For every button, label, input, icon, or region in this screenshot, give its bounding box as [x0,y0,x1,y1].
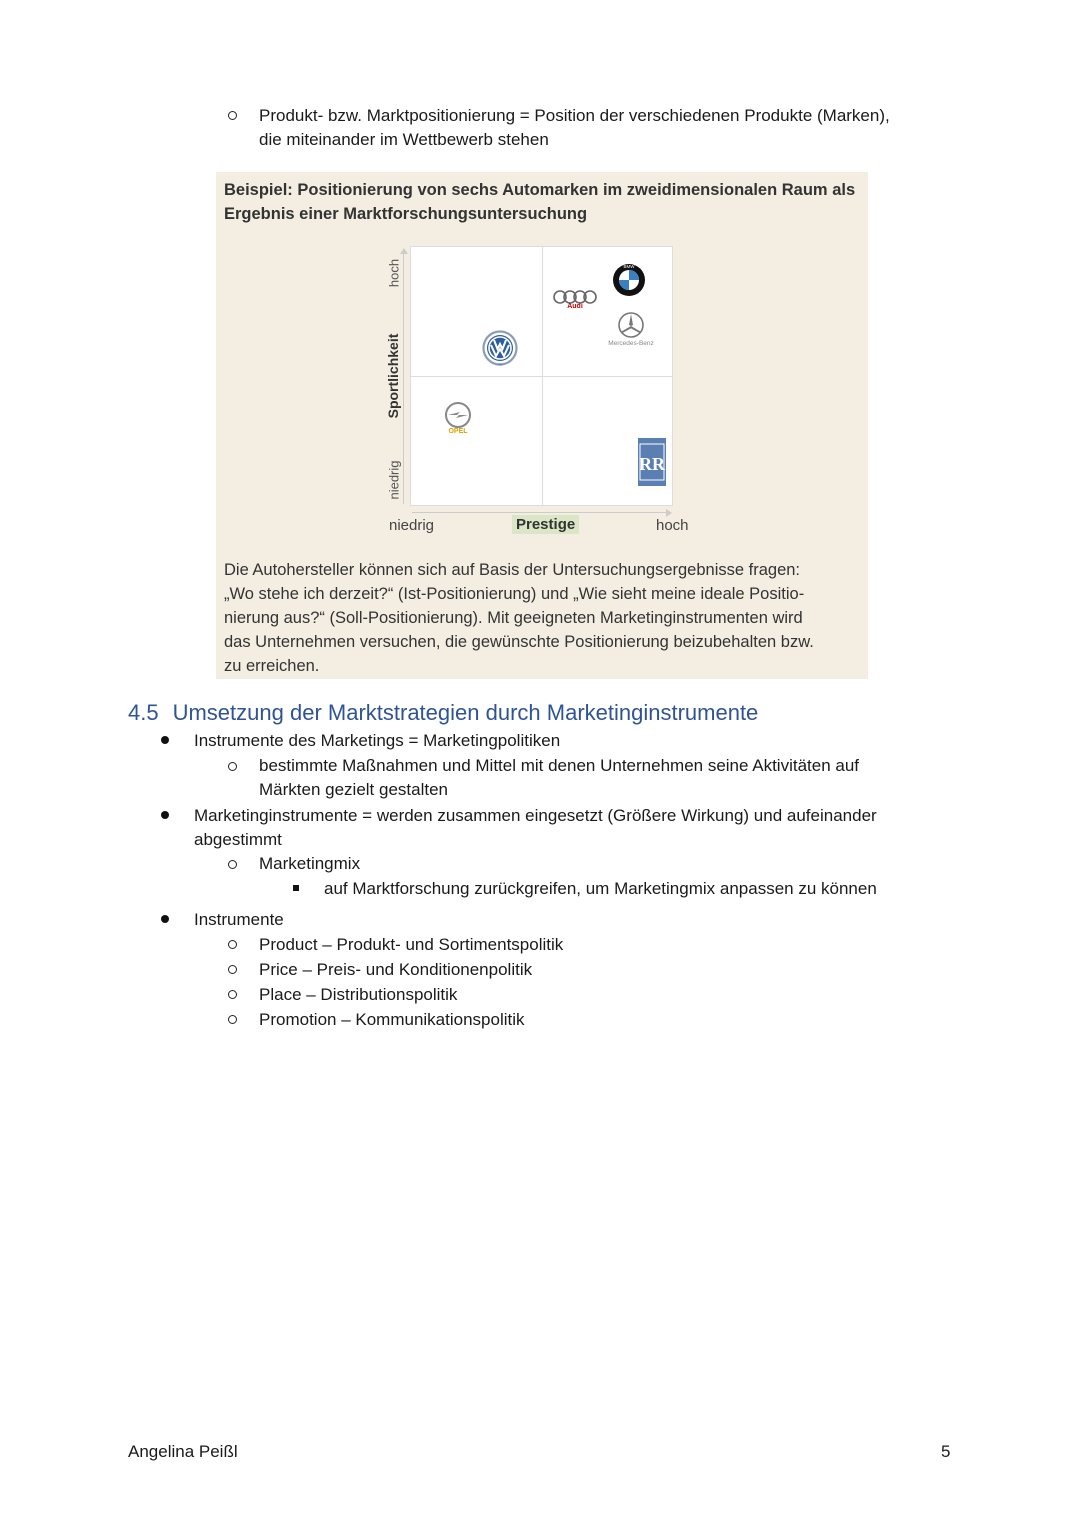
x-axis-title: Prestige [512,515,579,534]
example-text-line-4: das Unternehmen versuchen, die gewünschte Positionierung beizubehalten bzw. [224,633,814,651]
x-axis-arrow-icon [666,509,672,517]
circle-bullet [228,111,237,120]
y-axis-low [384,456,404,504]
opel-logo-icon [440,401,476,437]
example-text [224,558,864,678]
circle-bullet [228,1015,237,1024]
bmw-logo-icon [612,263,646,297]
y-axis-high-label: hoch [386,258,402,288]
y-axis-high [384,258,404,288]
audi-text: Audi [567,303,583,310]
sub-bullet-marketingmix: Marketingmix [259,854,361,873]
bullet-instrumente: Instrumente [194,910,284,929]
mercedes-star-icon [594,310,668,340]
y-axis-arrow-icon [400,248,408,254]
example-text-line-3: nierung aus?“ (Soll-Positionierung). Mit geeigneten Marketinginstrumenten wird [224,609,803,627]
subsub-bullet-marktforschung: auf Marktforschung zurückgreifen, um Marketingmix anpassen zu können [324,879,877,898]
sub-bullet-line-2: Märkten gezielt gestalten [259,780,448,799]
horizontal-divider [411,376,672,377]
rolls-royce-logo-icon [638,438,666,486]
circle-bullet [228,860,237,869]
y-axis-low-label: niedrig [386,460,402,500]
section-number: 4.5 [128,700,159,725]
vw-logo-icon [482,330,518,366]
instrument-item: Price – Preis- und Konditionenpolitik [259,960,533,979]
x-axis-high-label: hoch [656,517,689,534]
section-title: Umsetzung der Marktstrategien durch Marketinginstrumente [172,700,759,725]
bmw-text: BMW [623,264,635,270]
bullet-marketinginstrumente-line-1: Marketinginstrumente = werden zusammen eingesetzt (Größere Wirkung) und aufeinander [194,806,877,825]
disc-bullet [161,915,169,923]
opel-text: OPEL [448,428,468,435]
audi-logo-icon [552,289,598,315]
intro-line-1: Produkt- bzw. Marktpositionierung = Position der verschiedenen Produkte (Marken), [259,106,890,125]
example-text-line-5: zu erreichen. [224,657,320,675]
example-title-line-2: Ergebnis einer Marktforschungsuntersuchung [224,205,588,223]
mercedes-logo-icon [594,310,668,350]
disc-bullet [161,811,169,819]
square-bullet [293,885,299,891]
circle-bullet [228,965,237,974]
footer-author: Angelina Peißl [128,1442,238,1461]
section-heading [128,699,758,727]
sub-bullet-line-1: bestimmte Maßnahmen und Mittel mit denen Unternehmen seine Aktivitäten auf [259,756,860,775]
instrument-item: Promotion – Kommunikationspolitik [259,1010,525,1029]
rolls-royce-text: RR [639,454,665,474]
example-title-line-1: Beispiel: Positionierung von sechs Automarken im zweidimensionalen Raum als [224,181,856,199]
opel-blitz-icon [440,401,476,429]
circle-bullet [228,990,237,999]
y-axis-title [381,330,405,422]
rolls-royce-badge-icon [638,438,666,486]
instrument-item: Product – Produkt- und Sortimentspolitik [259,935,564,954]
circle-bullet [228,940,237,949]
disc-bullet [161,736,169,744]
page-number: 5 [941,1442,951,1461]
intro-line-2: die miteinander im Wettbewerb stehen [259,130,549,149]
example-text-line-1: Die Autohersteller können sich auf Basis der Untersuchungsergebnisse fragen: [224,561,801,579]
bullet-marketinginstrumente-line-2: abgestimmt [194,830,282,849]
instrument-item: Place – Distributionspolitik [259,985,458,1004]
bmw-roundel-icon [612,263,646,297]
mercedes-text: Mercedes-Benz [608,340,654,347]
example-title [224,178,864,226]
vw-text: VW [497,362,503,366]
x-axis-line [412,512,668,513]
bullet-instrumente-des-marketings: Instrumente des Marketings = Marketingpolitiken [194,731,561,750]
vw-badge-icon [482,330,518,366]
x-axis-low-label: niedrig [389,517,435,534]
y-axis-title-label: Sportlichkeit [385,333,401,419]
example-text-line-2: „Wo stehe ich derzeit?“ (Ist-Positionierung) und „Wie sieht meine ideale Positio- [224,585,805,603]
circle-bullet [228,762,237,771]
